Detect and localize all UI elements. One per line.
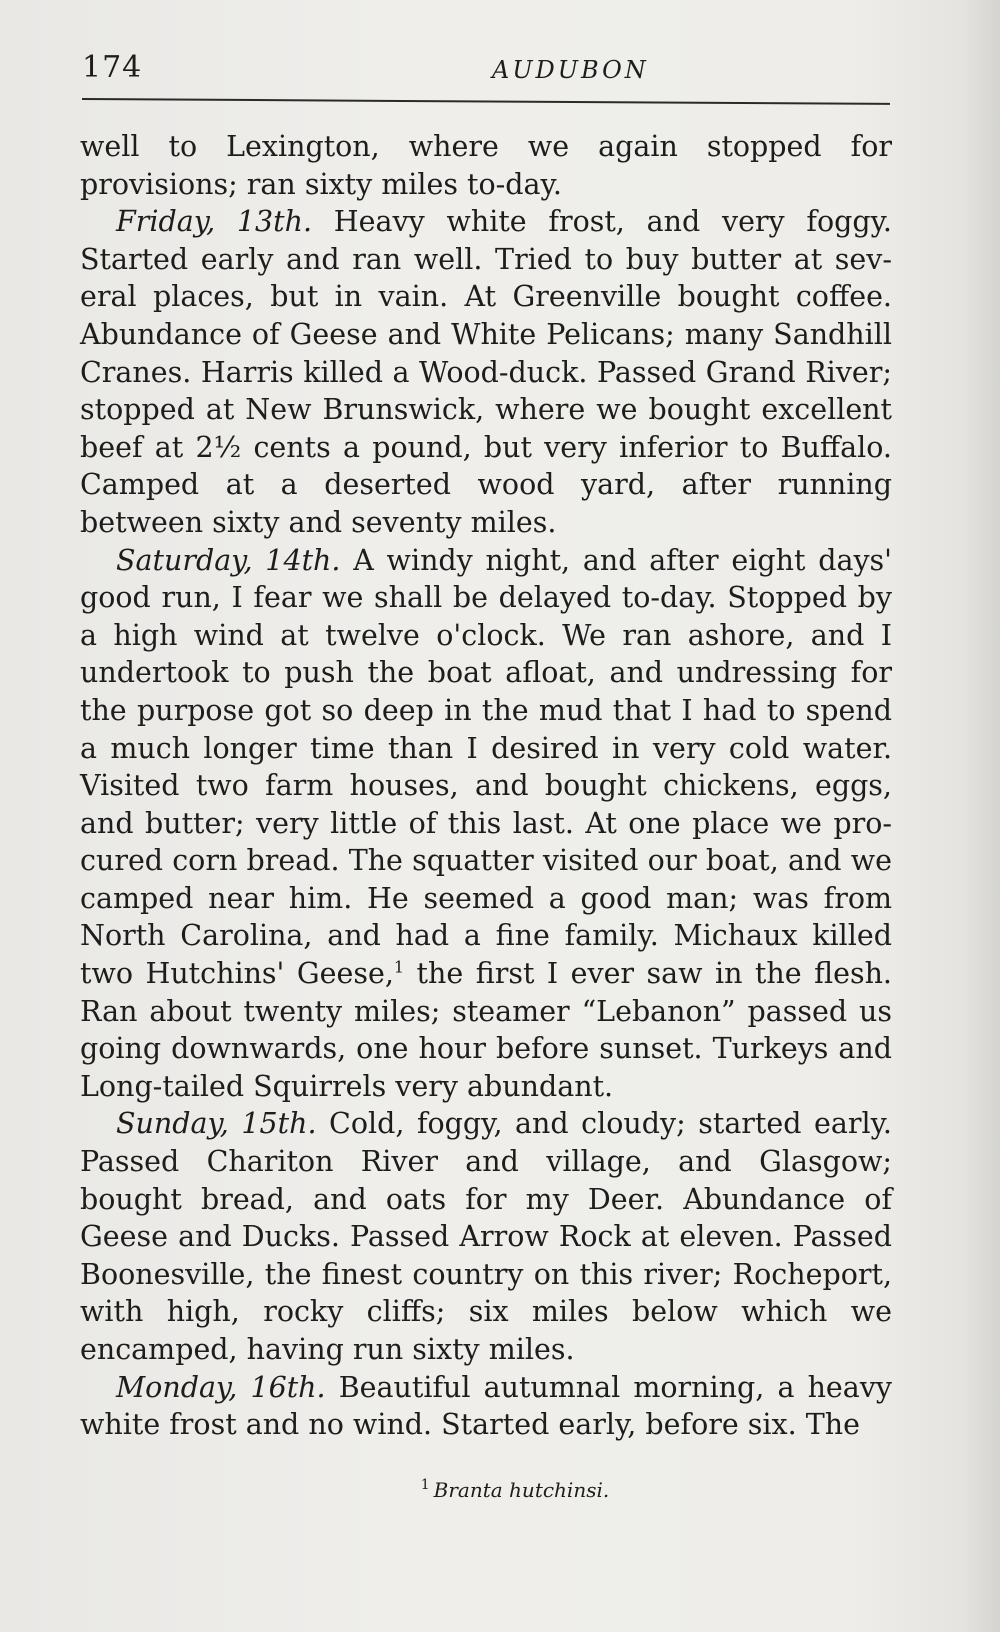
- journal-entry-monday: [80, 1369, 892, 1444]
- entry-date: Monday, 16th.: [116, 1370, 326, 1404]
- entry-text: Cold, foggy, and cloudy; started early. Passed Chariton River and village, and Glasgow; bought bread, and oats for my Deer. Abundance of Geese and Ducks. Passed Arrow Rock at eleven. Passed Boonesville, the finest country on this river; Rocheport, with high, rocky cliffs; six miles below which we encamped, having run sixty miles.: [80, 1107, 892, 1366]
- entry-date: Friday, 13th.: [116, 205, 313, 239]
- footnote: [0, 1478, 1000, 1502]
- entry-text-continued: the first I ever saw in the flesh. Ran about twenty miles; steamer “Lebanon” passed us going downwards, one hour before sunset. Turkeys and Long-tailed Squirrels very abundant.: [80, 957, 892, 1103]
- entry-date: Sunday, 15th.: [116, 1107, 317, 1141]
- journal-entry-sunday: [80, 1105, 892, 1368]
- footnote-text: Branta hutchinsi.: [433, 1478, 610, 1502]
- entry-text: Beautiful autumnal morning, a heavy white frost and no wind. Started early, before six. The: [80, 1370, 892, 1442]
- continuation-paragraph: well to Lexington, where we again stopped for provisions; ran sixty miles to-day.: [80, 130, 892, 201]
- page-number: 174: [82, 50, 143, 85]
- footnote-reference: 1: [393, 957, 405, 977]
- entry-text: Heavy white frost, and very foggy. Started early and ran well. Tried to buy butter at several places, but in vain. At Greenville bought coffee. Abundance of Geese and White Pelicans; many Sandhill Cranes. Harris killed a Wood-duck. Passed Grand River; stopped at New Brunswick, where we bought excellent beef at 2½ cents a pound, but very inferior to Buffalo. Camped at a deserted wood yard, after running between sixty and seventy miles.: [80, 205, 892, 539]
- journal-entry-friday: [80, 203, 892, 541]
- footnote-mark: 1: [420, 1477, 430, 1494]
- body-text: [80, 128, 892, 1444]
- page-edge-shadow: [960, 0, 1000, 1632]
- journal-entry-saturday: [80, 542, 892, 1106]
- entry-date: Saturday, 14th.: [116, 543, 341, 577]
- entry-text: A windy night, and after eight days' good run, I fear we shall be delayed to-day. Stopped by a high wind at twelve o'clock. We ran ashore, and I undertook to push the boat afloat, and undressing for the purpose got so deep in the mud that I had to spend a much longer time than I desired in very cold water. Visited two farm houses, and bought chickens, eggs, and butter; very little of this last. At one place we procured corn bread. The squatter visited our boat, and we camped near him. He seemed a good man; was from North Carolina, and had a fine family. Michaux killed two Hutchins' Geese,: [80, 543, 893, 991]
- running-head: AUDUBON: [492, 56, 649, 84]
